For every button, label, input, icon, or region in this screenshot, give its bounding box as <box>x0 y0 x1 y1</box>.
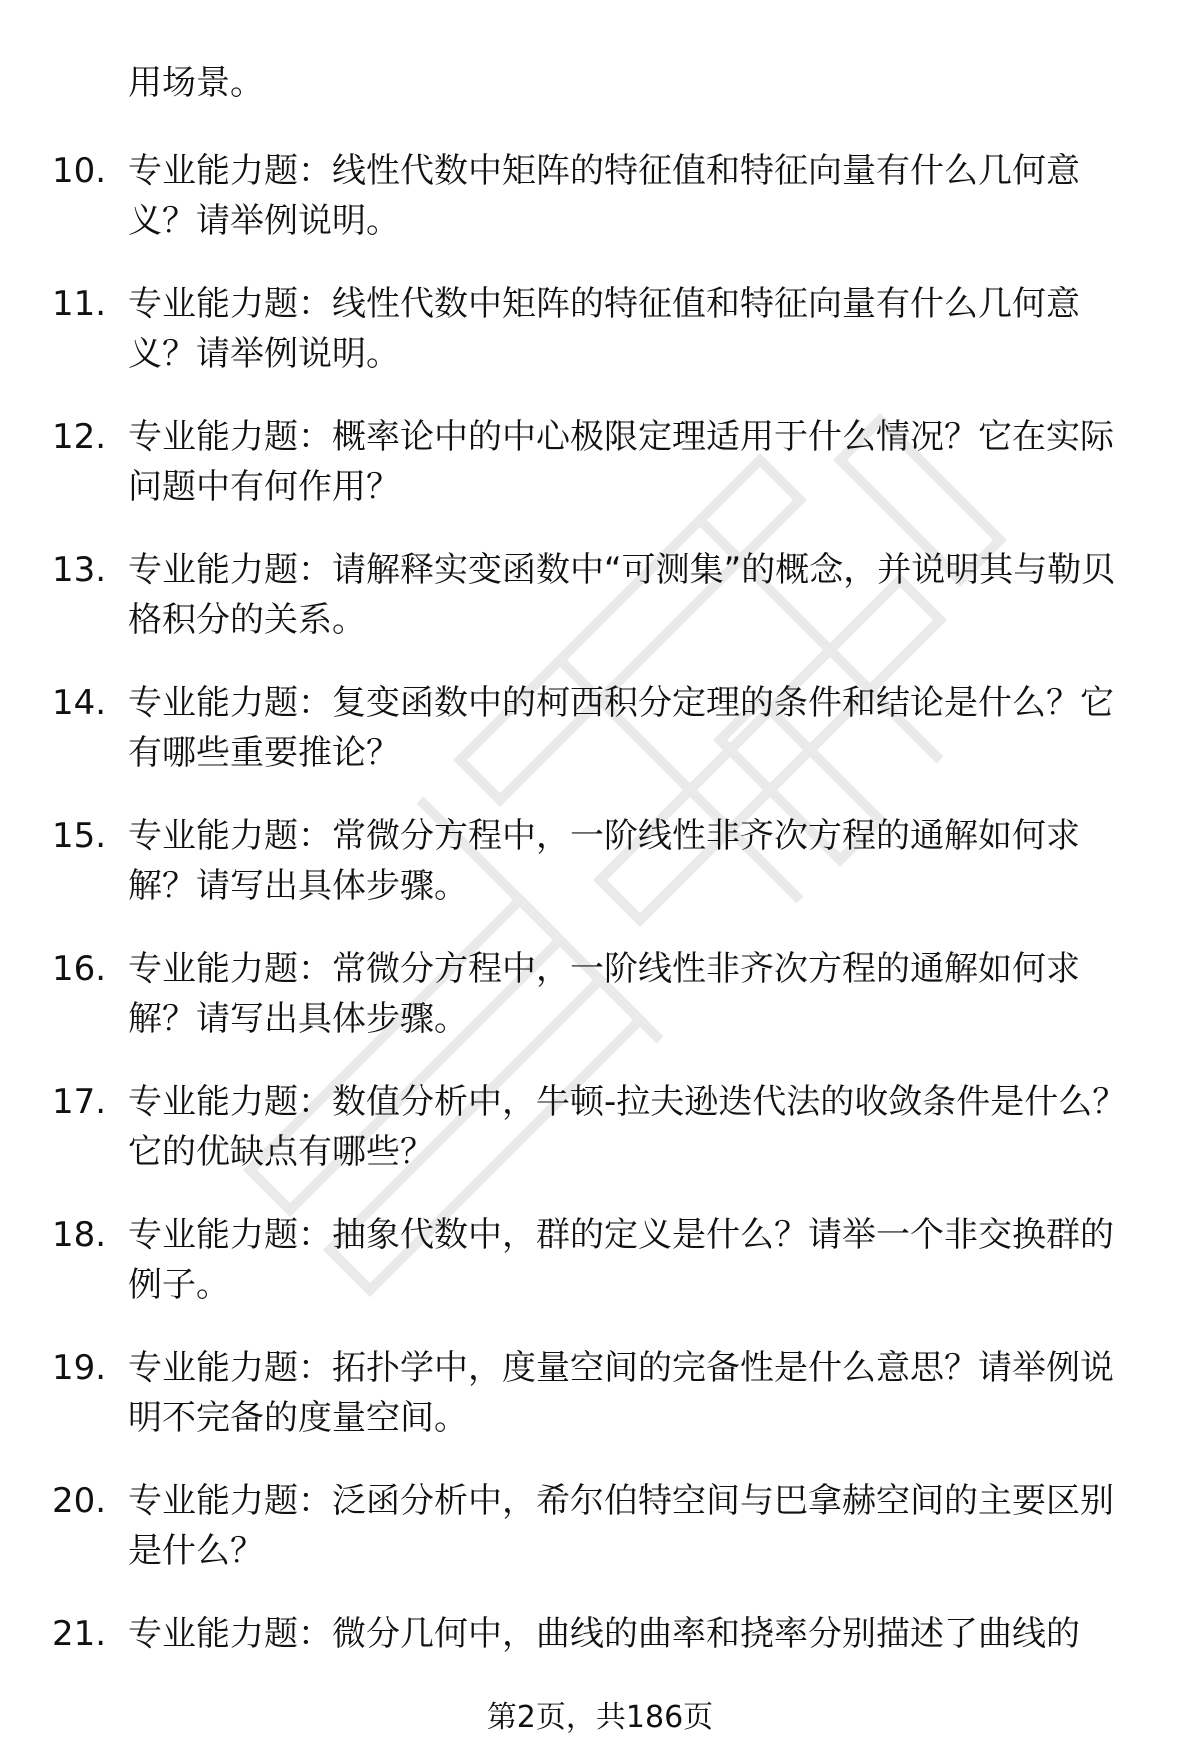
list-item <box>0 545 1200 678</box>
question-text: 专业能力题：泛函分析中，希尔伯特空间与巴拿赫空间的主要区别是什么？ <box>128 1481 1114 1571</box>
list-item <box>0 412 1200 545</box>
list-item <box>0 146 1200 279</box>
question-text: 专业能力题：请解释实变函数中“可测集”的概念，并说明其与勒贝格积分的关系。 <box>128 550 1116 640</box>
list-item <box>0 279 1200 412</box>
question-text: 专业能力题：线性代数中矩阵的特征值和特征向量有什么几何意义？请举例说明。 <box>128 151 1080 241</box>
question-text: 专业能力题：概率论中的中心极限定理适用于什么情况？它在实际问题中有何作用？ <box>128 417 1114 507</box>
list-item <box>0 1476 1200 1609</box>
question-number: 14. <box>52 683 107 723</box>
question-text: 专业能力题：微分几何中，曲线的曲率和挠率分别描述了曲线的 <box>128 1614 1080 1654</box>
list-item <box>0 1077 1200 1210</box>
question-number: 12. <box>52 417 107 457</box>
question-number: 18. <box>52 1215 107 1255</box>
question-number: 20. <box>52 1481 107 1521</box>
question-number: 15. <box>52 816 107 856</box>
question-text: 专业能力题：常微分方程中，一阶线性非齐次方程的通解如何求解？请写出具体步骤。 <box>128 816 1080 906</box>
question-text: 专业能力题：拓扑学中，度量空间的完备性是什么意思？请举例说明不完备的度量空间。 <box>128 1348 1114 1438</box>
question-list <box>0 146 1200 1742</box>
question-text: 专业能力题：抽象代数中，群的定义是什么？请举一个非交换群的例子。 <box>128 1215 1114 1305</box>
question-text: 专业能力题：常微分方程中，一阶线性非齐次方程的通解如何求解？请写出具体步骤。 <box>128 949 1080 1039</box>
question-number: 16. <box>52 949 107 989</box>
question-number: 13. <box>52 550 107 590</box>
question-number: 21. <box>52 1614 107 1654</box>
question-number: 19. <box>52 1348 107 1388</box>
list-item <box>0 944 1200 1077</box>
question-number: 10. <box>52 151 107 191</box>
question-text: 专业能力题：数值分析中，牛顿-拉夫逊迭代法的收敛条件是什么？它的优缺点有哪些？ <box>128 1082 1127 1172</box>
question-text: 专业能力题：线性代数中矩阵的特征值和特征向量有什么几何意义？请举例说明。 <box>128 284 1080 374</box>
continuation-text: 用场景。 <box>128 63 264 103</box>
list-item <box>0 811 1200 944</box>
question-text: 专业能力题：复变函数中的柯西积分定理的条件和结论是什么？它有哪些重要推论？ <box>128 683 1114 773</box>
question-number: 11. <box>52 284 107 324</box>
question-number: 17. <box>52 1082 107 1122</box>
page-footer: 第2页，共186页 <box>486 1700 714 1735</box>
list-item <box>0 1210 1200 1343</box>
list-item <box>0 678 1200 811</box>
list-item <box>0 1343 1200 1476</box>
